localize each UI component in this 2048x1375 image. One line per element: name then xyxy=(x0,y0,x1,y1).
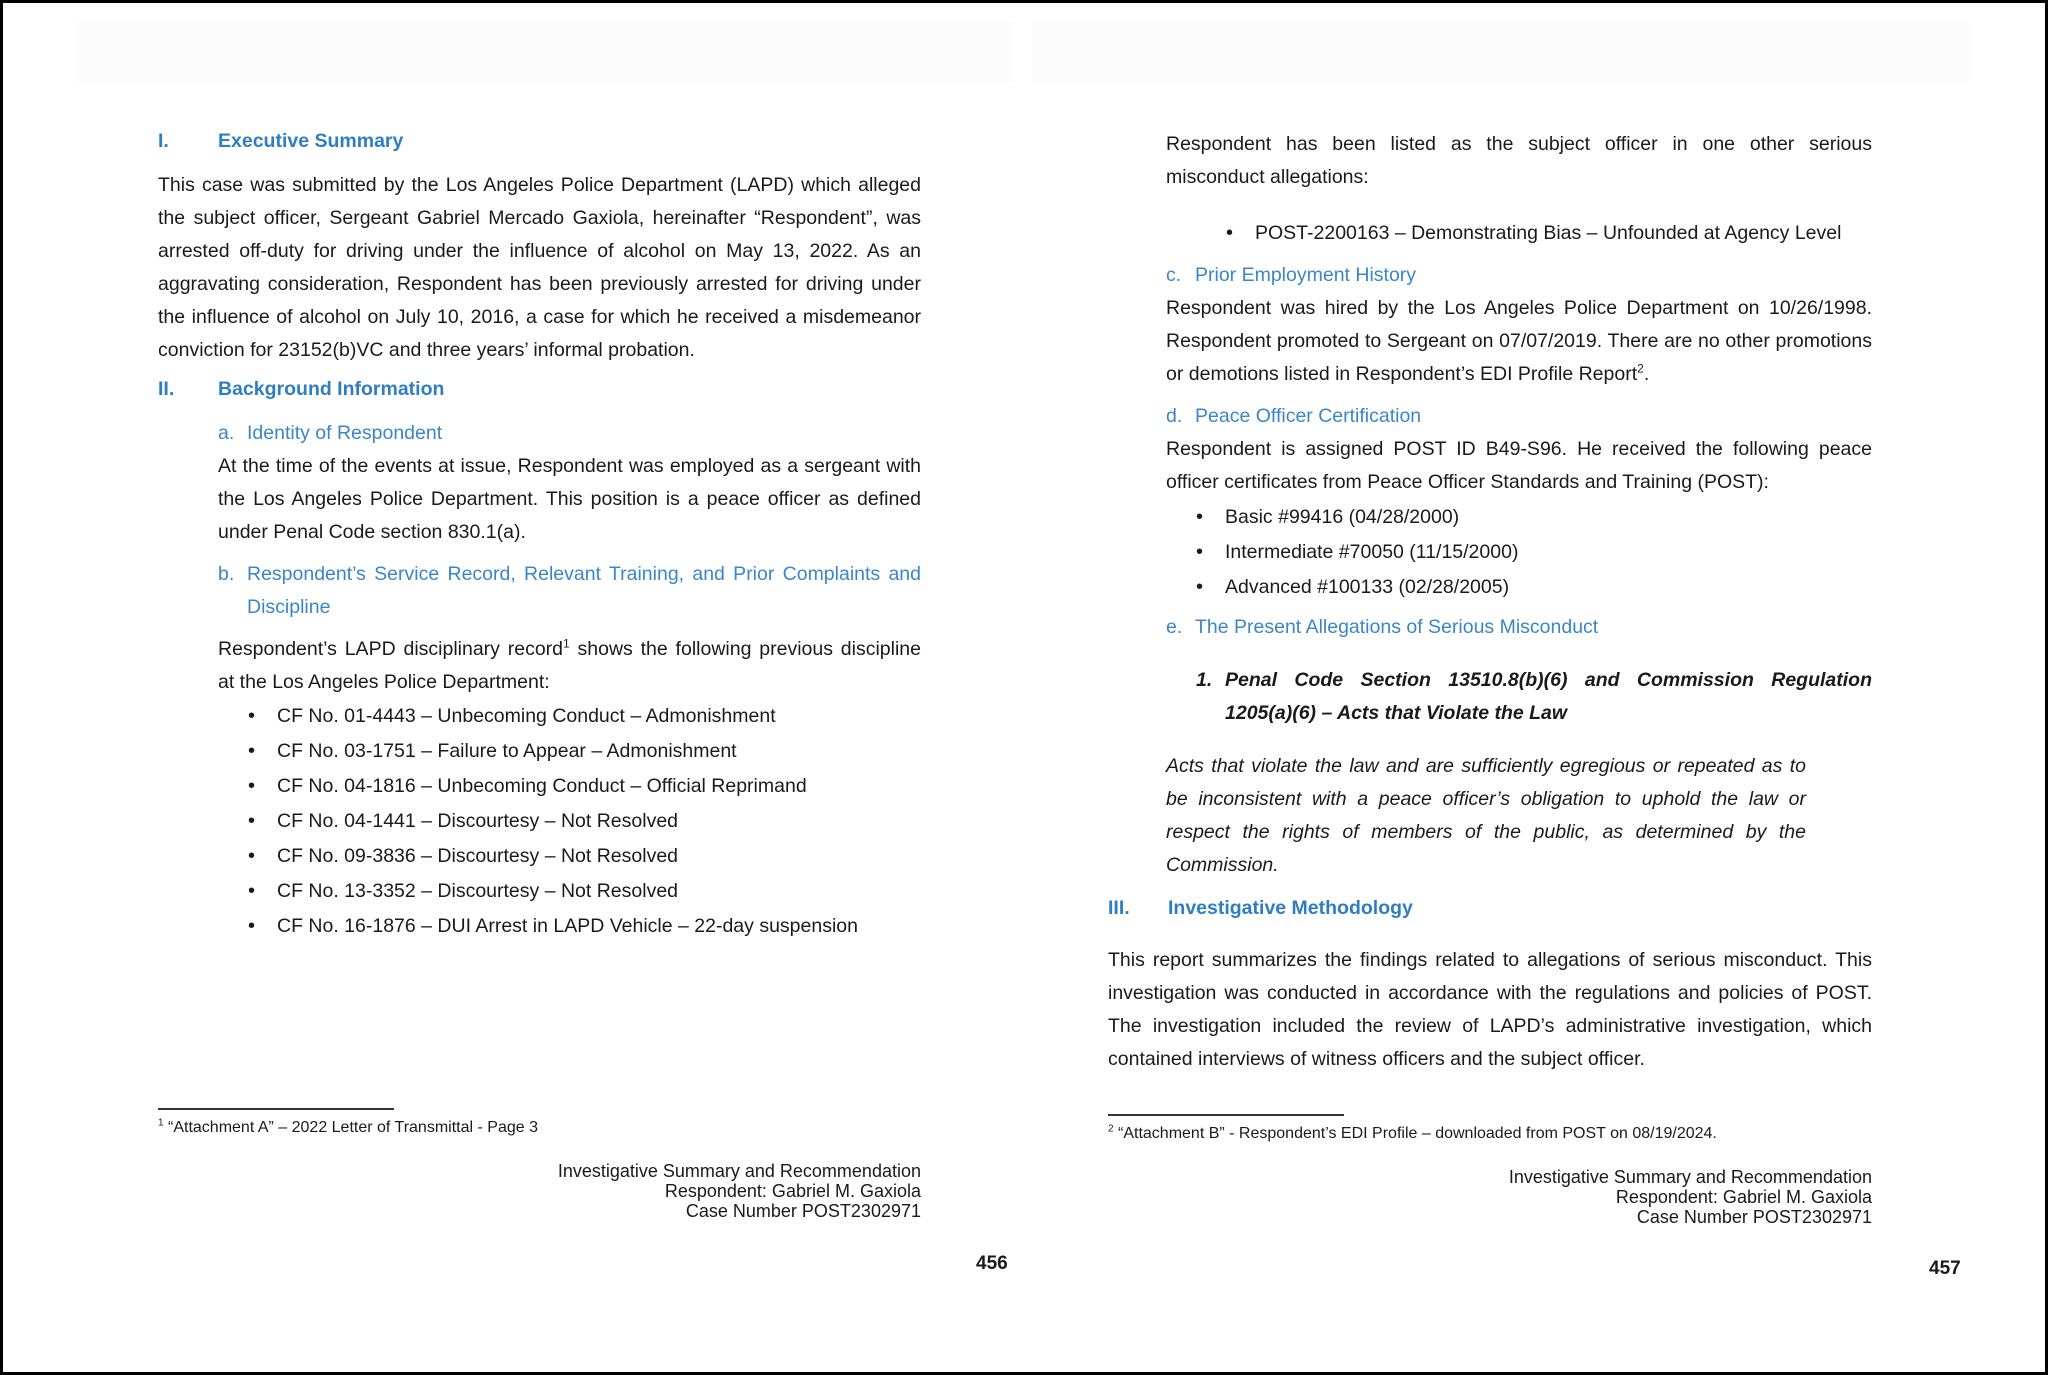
allegation-title: Penal Code Section 13510.8(b)(6) and Commission Regulation 1205(a)(6) – Acts that Violate the Law xyxy=(1225,669,1872,724)
subsection-heading-certification xyxy=(1166,400,1872,433)
other-allegations-list xyxy=(1196,216,1872,251)
footnote-reference-2[interactable]: 2 xyxy=(1637,361,1644,376)
footnote-1 xyxy=(158,1119,538,1137)
footer-line-respondent: Respondent: Gabriel M. Gaxiola xyxy=(664,1181,921,1201)
subsection-letter: e. xyxy=(1166,616,1183,638)
subsection-heading-present-allegations xyxy=(1166,611,1872,644)
section-heading-executive-summary xyxy=(158,130,403,153)
subsection-heading-service-record xyxy=(218,558,921,624)
subsection-letter: b. xyxy=(218,563,235,585)
footer-line-case-number: Case Number POST2302971 xyxy=(1636,1207,1872,1227)
list-item: • Basic #99416 (04/28/2000) xyxy=(1166,500,1872,535)
allegation-number: 1. xyxy=(1196,669,1213,691)
list-item: • CF No. 03-1751 – Failure to Appear – Admonishment xyxy=(218,734,921,769)
list-item: • CF No. 13-3352 – Discourtesy – Not Resolved xyxy=(218,874,921,909)
list-item: • Advanced #100133 (02/28/2005) xyxy=(1166,570,1872,605)
list-item: • POST-2200163 – Demonstrating Bias – Unfounded at Agency Level xyxy=(1196,216,1872,251)
subsection-heading-prior-employment xyxy=(1166,259,1872,292)
subsection-letter: c. xyxy=(1166,264,1182,286)
footnote-divider xyxy=(1108,1114,1344,1116)
subsection-title: Respondent’s Service Record, Relevant Training, and Prior Complaints and Discipline xyxy=(247,563,921,618)
footnote-divider xyxy=(158,1108,394,1110)
footnote-2 xyxy=(1108,1125,1717,1143)
discipline-list xyxy=(218,699,921,944)
list-item: • CF No. 09-3836 – Discourtesy – Not Resolved xyxy=(218,839,921,874)
running-footer xyxy=(1272,1167,1872,1227)
section-title: Background Information xyxy=(218,378,445,400)
page-number: 456 xyxy=(976,1253,1008,1274)
other-allegations-paragraph: Respondent has been listed as the subject officer in one other serious misconduct allegations: xyxy=(1166,133,1872,188)
section-heading-methodology xyxy=(1108,897,1413,920)
certification-paragraph: Respondent is assigned POST ID B49-S96. He received the following peace officer certificates from Peace Officer Standards and Training (POST): xyxy=(1166,438,1872,493)
subsection-title: Identity of Respondent xyxy=(247,422,443,444)
list-item: • Intermediate #70050 (11/15/2000) xyxy=(1166,535,1872,570)
footer-line-title: Investigative Summary and Recommendation xyxy=(557,1161,921,1181)
identity-paragraph: At the time of the events at issue, Respondent was employed as a sergeant with the Los Angeles Police Department. This position is a peace officer as defined under Penal Code section 830.1(a). xyxy=(218,455,921,543)
prior-employment-text: Respondent was hired by the Los Angeles Police Department on 10/26/1998. Respondent promoted to Sergeant on 07/07/2019. There are no other promotions or demotions listed in Respondent’s EDI Profile Report xyxy=(1166,297,1872,385)
allegation-definition: Acts that violate the law and are sufficiently egregious or repeated as to be inconsistent with a peace officer’s obligation to uphold the law or respect the rights of members of the public, as determined by the Commission. xyxy=(1166,755,1806,876)
section-number: II. xyxy=(158,378,175,400)
footer-line-respondent: Respondent: Gabriel M. Gaxiola xyxy=(1615,1187,1872,1207)
footnote-mark: 2 xyxy=(1108,1123,1114,1135)
subsection-title: Peace Officer Certification xyxy=(1195,405,1422,427)
allegation-heading xyxy=(1196,664,1872,730)
section-title: Investigative Methodology xyxy=(1168,897,1413,919)
certificate-list xyxy=(1166,500,1872,605)
service-record-intro xyxy=(218,633,921,699)
footnote-text: “Attachment A” – 2022 Letter of Transmittal - Page 3 xyxy=(163,1119,538,1136)
page-number: 457 xyxy=(1929,1258,1961,1279)
footnote-mark: 1 xyxy=(158,1117,164,1129)
list-item: • CF No. 16-1876 – DUI Arrest in LAPD Vehicle – 22-day suspension xyxy=(218,909,921,944)
intro-text: Respondent’s LAPD disciplinary record xyxy=(218,638,564,660)
intro-text-continued: shows the following previous discipline at the Los Angeles Police Department: xyxy=(218,638,921,693)
section-heading-background xyxy=(158,378,444,401)
section-number: III. xyxy=(1108,897,1130,919)
prior-employment-text-end: . xyxy=(1643,363,1650,385)
list-item: • CF No. 04-1816 – Unbecoming Conduct – Official Reprimand xyxy=(218,769,921,804)
subsection-letter: a. xyxy=(218,422,235,444)
page-456 xyxy=(158,0,1008,1375)
footer-line-title: Investigative Summary and Recommendation xyxy=(1508,1167,1872,1187)
subsection-heading-identity xyxy=(218,417,921,450)
list-item: • CF No. 01-4443 – Unbecoming Conduct – Admonishment xyxy=(218,699,921,734)
footnote-reference-1[interactable]: 1 xyxy=(563,636,570,651)
footer-line-case-number: Case Number POST2302971 xyxy=(685,1201,921,1221)
section-number: I. xyxy=(158,130,169,152)
footnote-text: “Attachment B” - Respondent’s EDI Profile – downloaded from POST on 08/19/2024. xyxy=(1113,1125,1717,1142)
subsection-title: Prior Employment History xyxy=(1195,264,1417,286)
prior-employment-paragraph xyxy=(1166,292,1872,391)
subsection-title: The Present Allegations of Serious Misconduct xyxy=(1195,616,1599,638)
running-footer xyxy=(321,1161,921,1221)
list-item: • CF No. 04-1441 – Discourtesy – Not Resolved xyxy=(218,804,921,839)
section-title: Executive Summary xyxy=(218,130,404,152)
methodology-paragraph: This report summarizes the findings related to allegations of serious misconduct. This investigation was conducted in accordance with the regulations and policies of POST. The investigation included the review of LAPD’s administrative investigation, which contained interviews of witness officers and the subject officer. xyxy=(1108,949,1872,1070)
subsection-letter: d. xyxy=(1166,405,1183,427)
executive-summary-paragraph: This case was submitted by the Los Angeles Police Department (LAPD) which alleged the subject officer, Sergeant Gabriel Mercado Gaxiola, hereinafter “Respondent”, was arrested off-duty for driving under the influence of alcohol on May 13, 2022. As an aggravating consideration, Respondent has been previously arrested for driving under the influence of alcohol on July 10, 2016, a case for which he received a misdemeanor conviction for 23152(b)VC and three years’ informal probation. xyxy=(158,174,921,361)
page-457 xyxy=(1108,0,1961,1375)
